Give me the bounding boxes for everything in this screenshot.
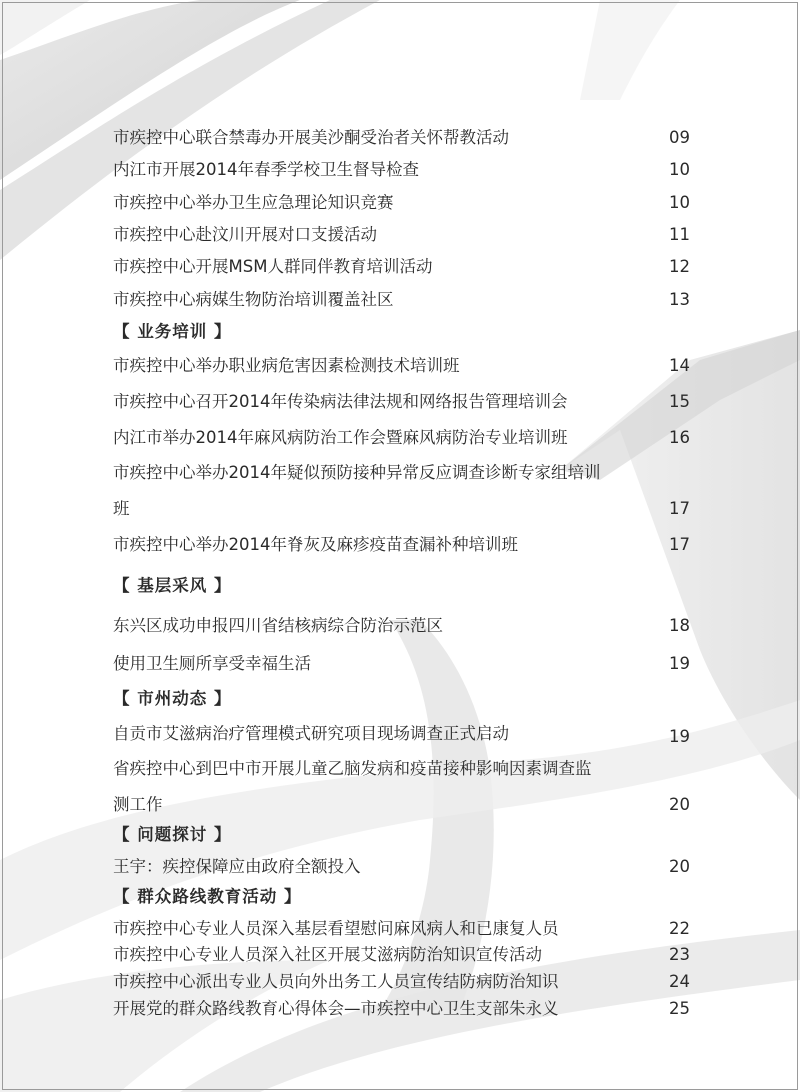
toc-page-number: 17 [669, 535, 690, 554]
toc-page-number: 20 [669, 857, 690, 876]
toc-page-number: 16 [669, 428, 690, 447]
section-heading-grassroots: 【 基层采风 】 [113, 576, 232, 595]
toc-page-number: 10 [669, 193, 690, 212]
toc-page-number: 20 [669, 795, 690, 814]
toc-page-number: 12 [669, 257, 690, 276]
toc-page-number: 11 [669, 225, 690, 244]
toc-page-number: 19 [669, 654, 690, 673]
toc-page-number: 18 [669, 616, 690, 635]
toc-page-number: 24 [669, 972, 690, 991]
toc-page-number: 19 [669, 727, 690, 746]
toc-page-number: 22 [669, 919, 690, 938]
toc-page-number: 17 [669, 499, 690, 518]
section-heading-city: 【 市州动态 】 [113, 689, 232, 708]
toc-entry-continuation: 班 [113, 499, 130, 518]
toc-page-number: 13 [669, 290, 690, 309]
section-heading-issues: 【 问题探讨 】 [113, 825, 232, 844]
section-heading-mass-line: 【 群众路线教育活动 】 [113, 887, 302, 906]
toc-page-number: 09 [669, 128, 690, 147]
toc-page-number: 14 [669, 356, 690, 375]
section-heading-training: 【 业务培训 】 [113, 322, 232, 341]
toc-page-number: 15 [669, 392, 690, 411]
toc-page-number: 25 [669, 999, 690, 1018]
toc-page-number: 10 [669, 160, 690, 179]
toc-entry-continuation: 测工作 [113, 795, 163, 814]
toc-page-number: 23 [669, 945, 690, 964]
